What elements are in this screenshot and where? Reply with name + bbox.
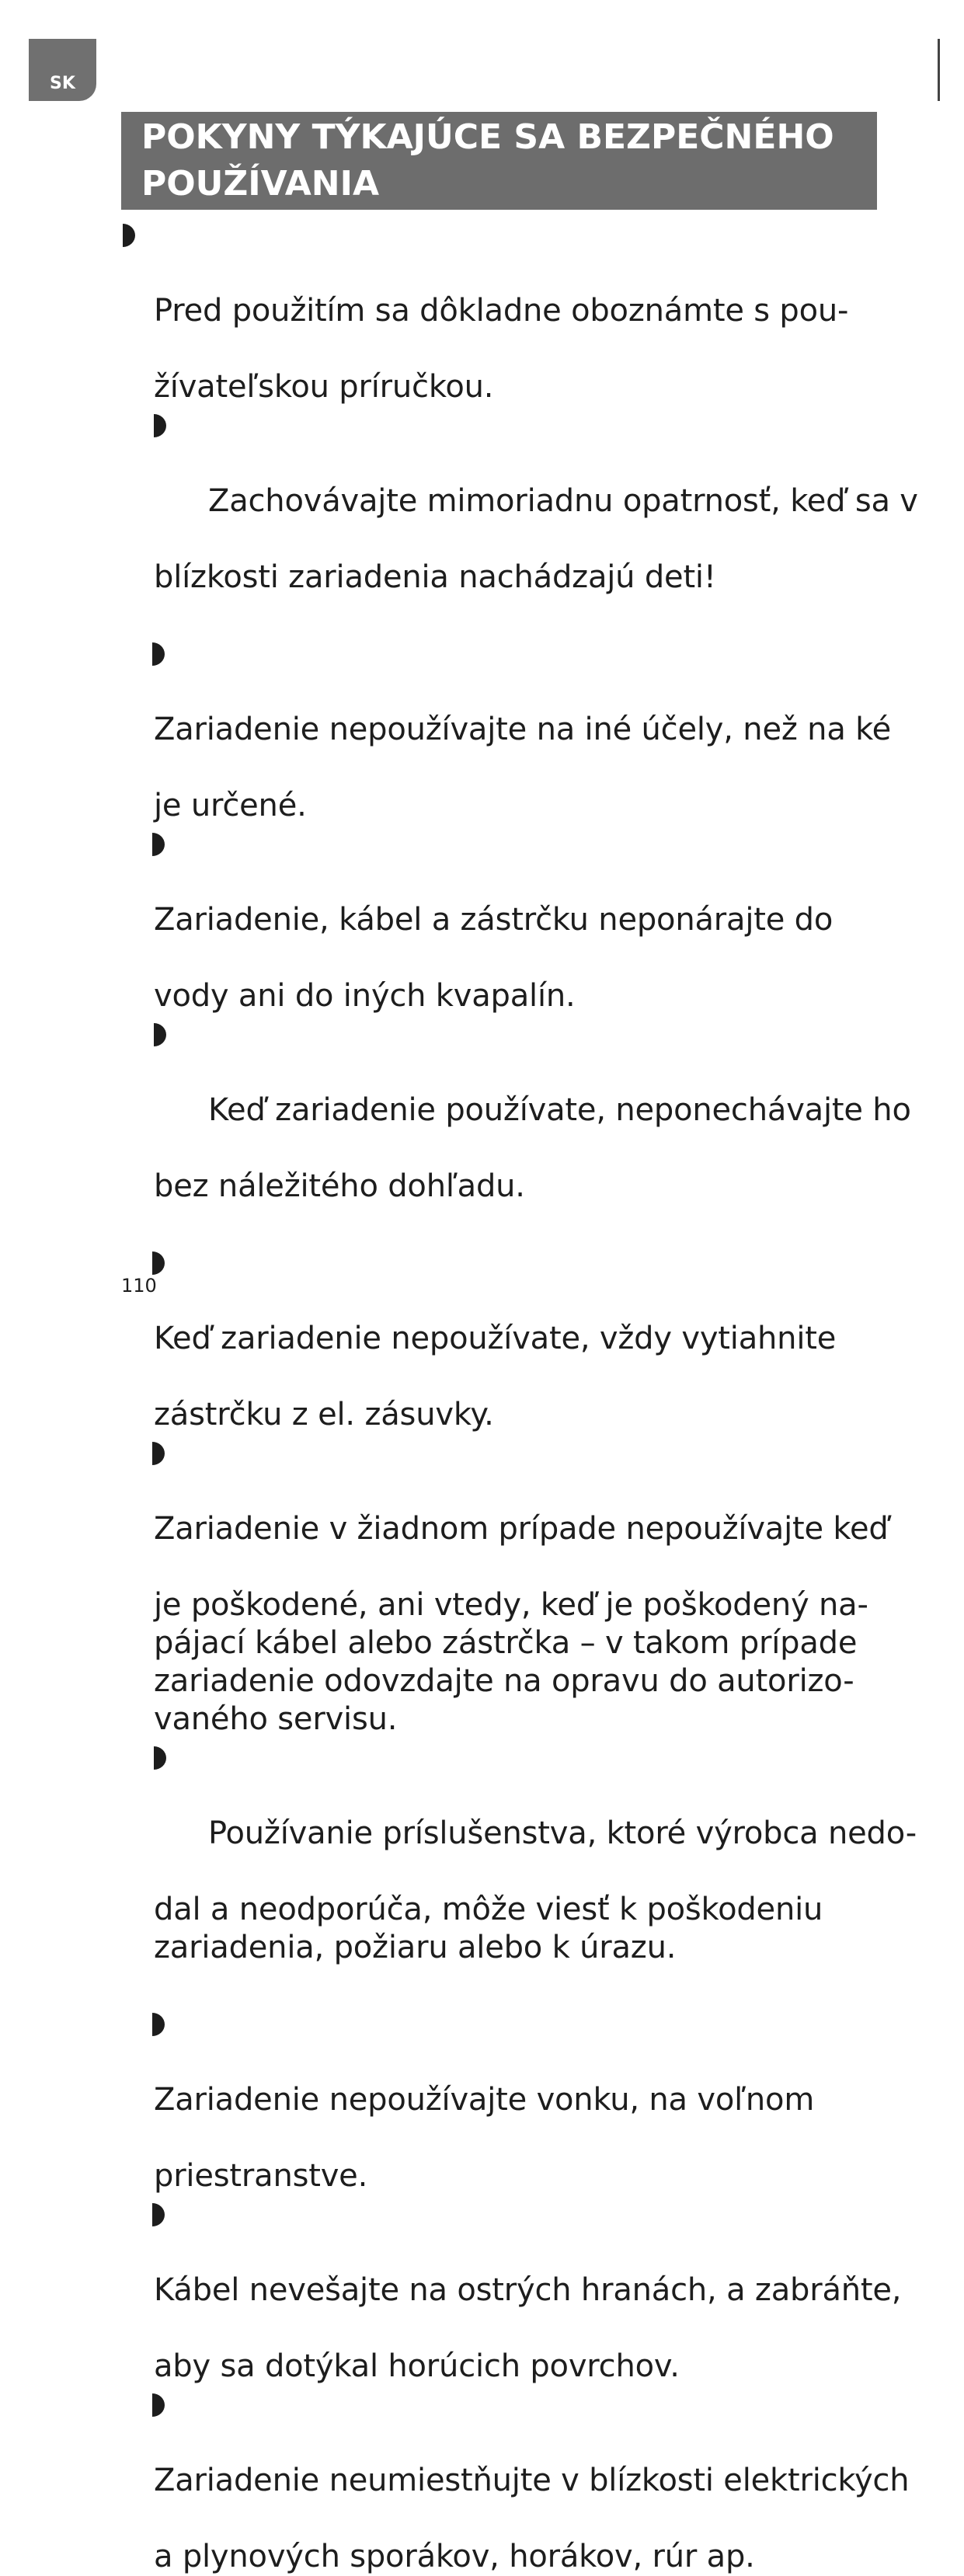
top-right-rule	[938, 39, 940, 101]
list-item-first-line: Pred použitím sa dôkladne oboznámte s pou-	[154, 293, 849, 329]
language-code: SK	[50, 74, 75, 93]
list-item	[123, 1739, 946, 2005]
list-item-continuation: aby sa dotýkal horúcich povrchov.	[154, 2348, 680, 2384]
list-item	[123, 406, 946, 635]
list-item-first-line: Zariadenie v žiadnom prípade nepoužívajte keď	[154, 1511, 889, 1547]
list-item-first-line: Zariadenie neumiestňujte v blízkosti elektrických	[154, 2463, 910, 2498]
bullet-icon	[123, 224, 135, 247]
list-item-first-line: Zariadenie, kábel a zástrčku neponárajte do	[154, 902, 833, 938]
bullet-icon	[154, 1746, 166, 1770]
language-tab	[29, 39, 96, 101]
list-item-continuation: dal a neodporúča, môže viesť k poškodeniu zariadenia, požiaru alebo k úrazu.	[154, 1892, 823, 1965]
bullet-icon	[154, 414, 166, 437]
list-item-continuation: bez náležitého dohľadu.	[154, 1168, 525, 1204]
safety-instructions-list	[123, 216, 946, 2576]
list-item	[123, 216, 946, 406]
bullet-icon	[152, 833, 165, 856]
page-number: 110	[121, 1275, 157, 1297]
list-item-continuation: vody ani do iných kvapalín.	[154, 978, 576, 1014]
list-item	[123, 1434, 946, 1739]
list-item	[123, 1244, 946, 1434]
list-item	[123, 825, 946, 1015]
bullet-icon	[152, 1251, 165, 1275]
list-item-first-line: Zariadenie nepoužívajte vonku, na voľnom	[154, 2082, 815, 2118]
list-item-first-line: Používanie príslušenstva, ktoré výrobca nedo-	[208, 1815, 917, 1851]
bullet-icon	[152, 642, 165, 666]
list-item-first-line: Zariadenie nepoužívajte na iné účely, než na ké	[154, 712, 892, 747]
list-item-continuation: je určené.	[154, 788, 307, 823]
list-item-first-line: Kábel nevešajte na ostrých hranách, a zabráňte,	[154, 2272, 902, 2308]
list-item-first-line: Keď zariadenie nepoužívate, vždy vytiahnite	[154, 1321, 837, 1356]
list-item-continuation: priestranstve.	[154, 2158, 368, 2194]
list-item	[123, 2195, 946, 2386]
list-item-continuation: a plynových sporákov, horákov, rúr ap.	[154, 2539, 755, 2574]
section-title-banner	[121, 112, 877, 210]
bullet-icon	[152, 2393, 165, 2417]
bullet-icon	[154, 1023, 166, 1046]
list-item-continuation: blízkosti zariadenia nachádzajú deti!	[154, 559, 716, 595]
section-title-line-2: POUŽÍVANIA	[141, 164, 380, 204]
bullet-icon	[152, 2203, 165, 2226]
list-item-first-line: Keď zariadenie používate, neponechávajte ho	[208, 1092, 911, 1128]
list-item-first-line: Zachovávajte mimoriadnu opatrnosť, keď sa v	[208, 483, 918, 519]
list-item-continuation: zástrčku z el. zásuvky.	[154, 1397, 494, 1432]
bullet-icon	[152, 1442, 165, 1465]
list-item-continuation: žívateľskou príručkou.	[154, 369, 494, 405]
list-item-continuation: je poškodené, ani vtedy, keď je poškodený na- pájací kábel alebo zástrčka – v takom prípade zariadenie odovzdajte na opravu do autorizo- vaného servisu.	[154, 1587, 868, 1737]
section-title-line-1: POKYNY TÝKAJÚCE SA BEZPEČNÉHO	[141, 117, 834, 157]
list-item	[123, 635, 946, 825]
list-item	[123, 2005, 946, 2195]
bullet-icon	[152, 2013, 165, 2036]
list-item	[123, 1015, 946, 1244]
list-item	[123, 2386, 946, 2576]
